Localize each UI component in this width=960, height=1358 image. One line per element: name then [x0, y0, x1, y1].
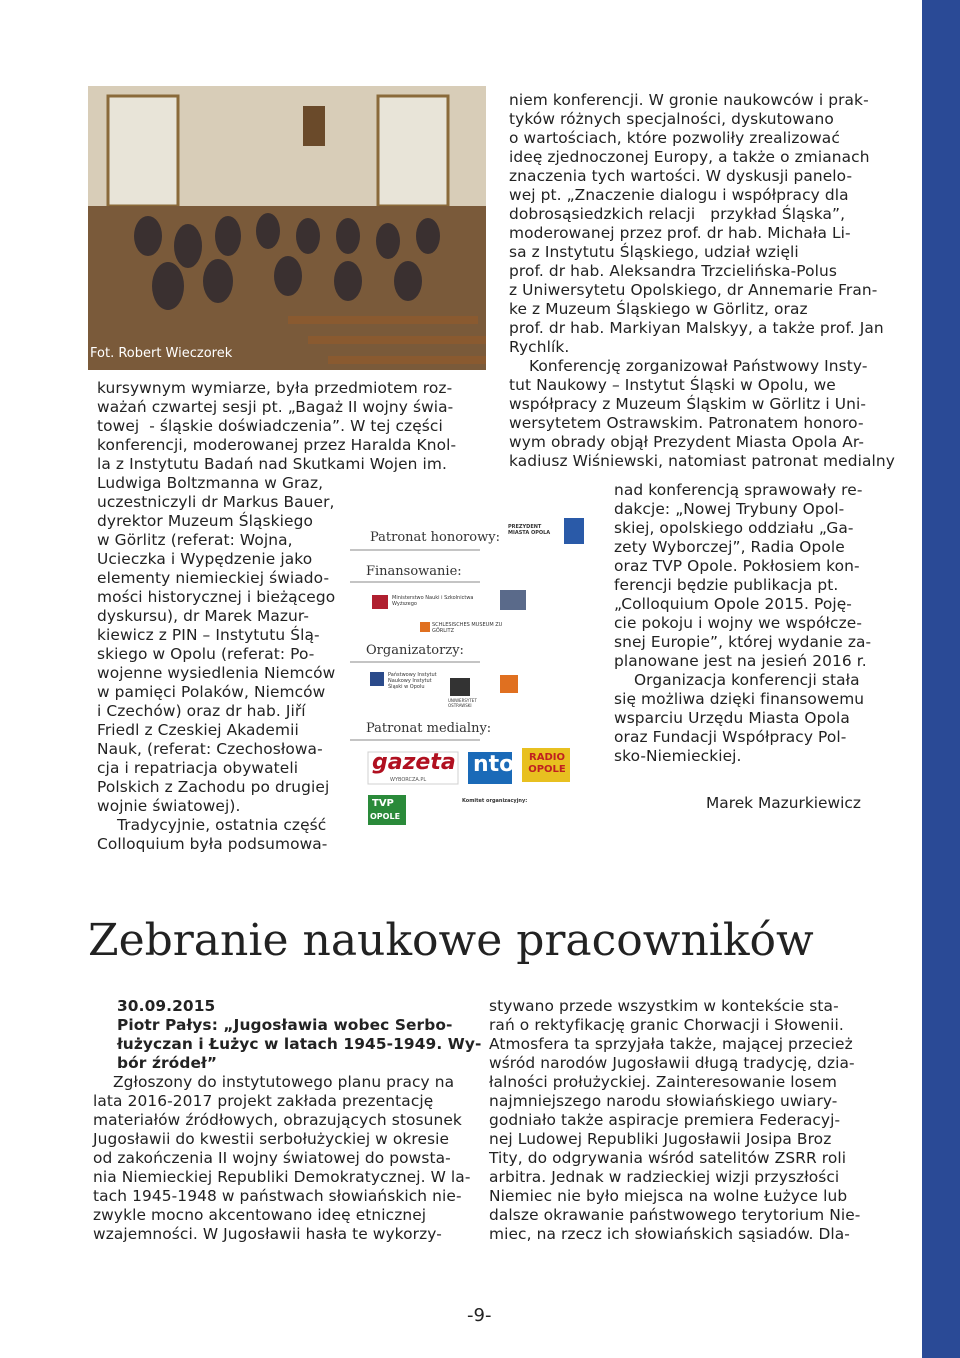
poster-nto-logo: nto — [473, 752, 515, 777]
column2-text: niem konferencji. W gronie naukowców i prak- tyków różnych specjalności, dyskutowano o wartościach, które pozwoliły zrealizować ideę zjednoczonej Europy, a także o zmianach znaczenia tych wartości. W dyskusji panelo- wej pt. „Znaczenie dialogu i współpracy dla dobrosąsiedzkich relacji przykład Śląska”, moderowanej przez prof. dr hab. Michała Li- sa z Instytutu Śląskiego, udział wzięli prof. dr hab. Aleksandra Trzcielińska-Polus z Uniwersytetu Opolskiego, dr Annemarie Fran- ke z Muzeum Śląskiego w Görlitz, oraz prof. dr hab. Markiyan Malskyy, a także prof. Jan Rychlík. Konferencję zorganizował Państwowy Insty- tut Naukowy – Instytut Śląski w Opolu, we współpracy z Muzeum Śląskim w Görlitz i Uni- wersytetem Ostrawskim. Patronatem honoro- wym obrady objął Prezydent Miasta Opola Ar- kadiusz Wiśniewski, natomiast patronat medialny — [509, 91, 895, 470]
poster-gazeta-sub: WYBORCZA.PL — [390, 777, 427, 783]
conference-photo — [88, 86, 486, 370]
poster-instytut-label: Państwowy Instytut Naukowy Instytut Śląski w Opolu — [388, 672, 437, 690]
poster-ministerstwo-label: Ministerstwo Nauki i Szkolnictwa Wyższego — [392, 595, 474, 607]
entry-heading: Piotr Pałys: „Jugosławia wobec Serbo- łużyczan i Łużyc w latach 1945-1949. Wy- bór źródeł” — [117, 1016, 482, 1072]
photo-credit: Fot. Robert Wieczorek — [90, 346, 233, 361]
conference-poster — [350, 500, 590, 865]
entry-column2: stywano przede wszystkim w kontekście sta- rań o rektyfikację granic Chorwacji i Słowenii. Atmosfera ta sprzyjała także, mającej przecież wśród narodów Jugosławii długą tradycję, dzia- łalności prołużyckiej. Zainteresowanie losem najmniejszego narodu słowiańskiego uwiary- godniało także aspiracje premiera Federacyj- nej Ludowej Republiki Jugosławii Josipa Broz Tity, do odgrywania wśród satelitów ZSRR roli arbitra. Jednak w radzieckiej wizji przyszłości Niemiec nie było miejsca na wolne Łużyce lub dalsze okrawanie państwowego terytorium Nie- miec, na rzecz ich słowiańskich sąsiadów. Dla- — [489, 997, 861, 1243]
poster-prezydent-label: PREZYDENT MIASTA OPOLA — [508, 524, 551, 536]
signature: Marek Mazurkiewicz — [706, 794, 861, 812]
poster-komitet-label: Komitet organizacyjny: — [462, 798, 528, 804]
poster-organizatorzy: Organizatorzy: — [366, 643, 464, 658]
poster-patronat-medialny: Patronat medialny: — [366, 721, 492, 736]
poster-tvp-sub: OPOLE — [370, 812, 401, 821]
meeting-date: 30.09.2015 — [117, 997, 216, 1015]
poster-gazeta-logo: gazeta — [372, 750, 456, 775]
page-edge-stripe — [922, 0, 960, 1358]
poster-tvp-logo: TVP — [372, 798, 394, 809]
entry-body: Zgłoszony do instytutowego planu pracy na lata 2016-2017 projekt zakłada prezentację materiałów źródłowych, obrazujących stosunek Jugosławii do kwestii serbołużyckiej w okresie od zakończenia II wojny światowej do powsta- nia Niemieckiej Republiki Demokratycznej. W la- tach 1945-1948 w państwach słowiańskich nie- zwykle mocno akcentowano ideę etnicznej wzajemności. W Jugosławii hasła te wykorzy- — [93, 1073, 471, 1243]
column2b-text: nad konferencją sprawowały re- dakcje: „Nowej Trybuny Opol- skiej, opolskiego oddziału „Ga- zety Wyborczej”, Radia Opole oraz TVP Opole. Pokłosiem kon- ferencji będzie publikacja pt. „Colloquium Opole 2015. Poję- cie pokoju i wojny we współcze- snej Europie”, której wydanie za- planowane jest na jesień 2016 r. Organizacja konferencji stała się możliwa dzięki finansowemu wsparciu Urzędu Miasta Opola oraz Fundacji Współpracy Pol- sko-Niemieckiej. — [614, 481, 872, 765]
poster-uniwersytet-label: UNIWERSYTET OSTRAWSKI — [448, 698, 477, 708]
poster-radio-logo: RADIO OPOLE — [528, 752, 566, 775]
section-title: Zebranie naukowe pracowników — [88, 915, 814, 966]
poster-finansowanie: Finansowanie: — [366, 564, 462, 579]
poster-patronat-honorowy: Patronat honorowy: — [370, 530, 500, 545]
column1-text: kursywnym wymiarze, była przedmiotem roz- ważań czwartej sesji pt. „Bagaż II wojny świa- towej - śląskie doświadczenia”. W tej części konferencji, moderowanej przez Haralda Knol- la z Instytutu Badań nad Skutkami Wojen im. Ludwiga Boltzmanna w Graz, uczestniczyli dr Markus Bauer, dyrektor Muzeum Śląskiego w Görlitz (referat: Wojna, Ucieczka i Wypędzenie jako elementy niemieckiej świado- mości historycznej i bieżącego dyskursu), dr Marek Mazur- kiewicz z PIN – Instytutu Ślą- skiego w Opolu (referat: Po- wojenne wysiedlenia Niemców w pamięci Polaków, Niemców i Czechów) oraz dr hab. Jiří Friedl z Czeskiej Akademii Nauk, (referat: Czechosłowa- cja i repatriacja obywateli Polskich z Zachodu po drugiej wojnie światowej). Tradycyjnie, ostatnia część Colloquium była podsumowa- — [97, 379, 457, 853]
poster-muzeum-label: SCHLESISCHES MUSEUM ZU GÖRLITZ — [432, 622, 503, 634]
page-number: -9- — [467, 1305, 492, 1326]
